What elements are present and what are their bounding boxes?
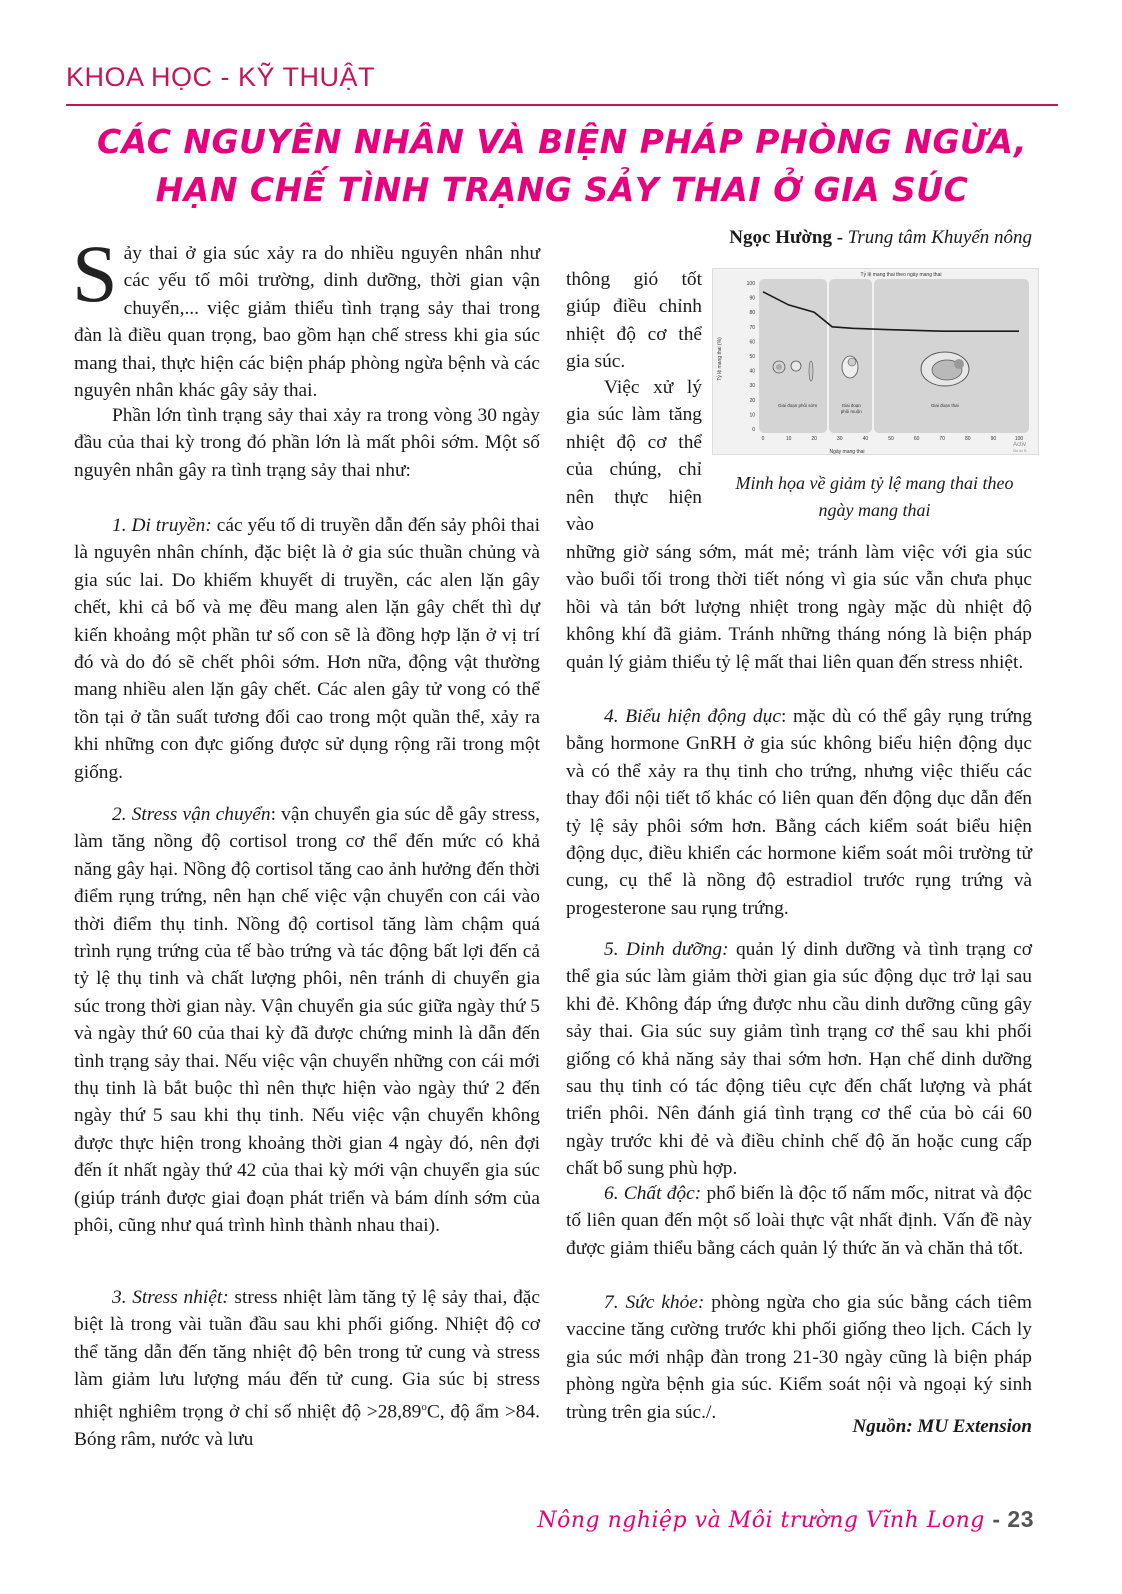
overlay-text-1: Activ — [1013, 442, 1027, 448]
title-line-2: HẠN CHẾ TÌNH TRẠNG SẢY THAI Ở GIA SÚC — [155, 170, 969, 209]
y-tick-label: 30 — [749, 383, 755, 390]
figure-caption — [712, 470, 1037, 524]
x-tick-label: 70 — [939, 436, 945, 442]
chart-x-label: Ngày mang thai — [829, 449, 865, 454]
phase-label: phôi muộn — [840, 409, 862, 414]
caption-line-2: ngày mang thai — [818, 500, 931, 520]
handling-continuation: những giờ sáng sớm, mát mẻ; tránh làm việc với gia súc vào buổi tối trong thời tiết nóng vì gia súc vẫn chưa phục hồi và tản bớt lượng nhiệt trong ngày mặc dù nhiệt độ không khí đã giảm. Tránh những tháng nóng là biện pháp quản lý giảm thiểu tỷ lệ mất thai liên quan đến stress nhiệt. — [566, 542, 1032, 673]
magazine-name: Nông nghiệp và Môi trường Vĩnh Long — [537, 1508, 985, 1533]
y-tick-label: 0 — [752, 427, 755, 433]
x-tick-label: 50 — [888, 436, 894, 442]
heat-continuation: thông gió tốt giúp điều chỉnh nhiệt độ cơ thể gia súc. — [566, 269, 702, 373]
section-nutrition-heading: 5. Dinh dưỡng: — [604, 939, 729, 960]
y-tick-label: 40 — [749, 368, 755, 375]
page-footer — [494, 1506, 1034, 1533]
header-rule — [66, 104, 1058, 106]
y-tick-label: 70 — [749, 324, 755, 331]
chart-title: Tỷ lệ mang thai theo ngày mang thai — [860, 272, 942, 278]
caption-line-1: Minh họa về giảm tỷ lệ mang thai theo — [735, 473, 1014, 493]
section-transport-heading: 2. Stress vận chuyển — [112, 804, 271, 825]
title-line-1: CÁC NGUYÊN NHÂN VÀ BIỆN PHÁP PHÒNG NGỪA, — [96, 122, 1028, 161]
y-tick-label: 80 — [749, 310, 755, 317]
phase-panel-early — [759, 279, 827, 433]
overlay-text-2: Go to S — [1013, 448, 1027, 453]
x-tick-label: 30 — [837, 436, 843, 442]
section-toxins: 6. Chất độc: phổ biến là độc tố nấm mốc, nitrat và độc tố liên quan đến một số loài thực vật nhất định. Vấn đề này được giảm thiểu bằng cách quản lý thức ăn và chăn thả tốt. — [566, 1183, 1033, 1259]
section-nutrition: 5. Dinh dưỡng: quản lý dinh dưỡng và tình trạng cơ thể gia súc làm giảm thời gian gia súc động dục trở lại sau khi đẻ. Không đáp ứng được nhu cầu dinh dưỡng cũng gây sảy thai. Gia súc suy giảm tình trạng cơ thể sau khi phối giống có khả năng sảy thai sớm hơn. Hạn chế dinh dưỡng sau thụ tinh có tác động tiêu cực đến chất lượng và phát triển phôi. Nên đánh giá tình trạng cơ thể của bò cái 60 ngày trước khi đẻ và điều chỉnh chế độ ăn hoặc cung cấp chất bổ sung phù hợp. — [566, 939, 1032, 1180]
section-genetics: 1. Di truyền: các yếu tố di truyền dẫn đến sảy phôi thai là nguyên nhân chính, đặc biệt là ở gia súc thuần chủng và gia súc lai. Do khiếm khuyết di truyền, các alen lặn gây chết, khi cả bố và mẹ đều mang alen lặn gây chết thì dự kiến khoảng một phần tư số con sẽ là đồng hợp lặn ở vị trí đó và do đó sẽ chết phôi sớm. Hơn nữa, động vật thường mang nhiều alen lặn gây chết. Các alen gây tử vong có thể tồn tại ở tần suất tương đối cao trong một quần thể, xảy ra khi những con đực giống được sử dụng rộng rãi trong một giống. — [74, 515, 541, 783]
y-tick-label: 50 — [749, 354, 755, 360]
section-heat-heading: 3. Stress nhiệt: — [112, 1287, 229, 1308]
section-transport-stress: 2. Stress vận chuyển: vận chuyển gia súc dễ gây stress, làm tăng nồng độ cortisol trong cơ thể đến mức có khả năng gây hại. Nồng độ cortisol tăng cao ảnh hưởng đến thời điểm rụng trứng, nên hạn chế việc vận chuyển con cái vào thời điểm thụ tinh. Nồng độ cortisol tăng làm chậm quá trình rụng trứng của tế bào trứng và tác động bất lợi đến cả tỷ lệ thụ tinh và chất lượng phôi, nên tránh di chuyển gia súc trong thời gian này. Vận chuyển gia súc giữa ngày thứ 5 và ngày thứ 60 của thai kỳ đã được chứng minh là dẫn đến tình trạng sảy thai. Nếu việc vận chuyển những con cái mới thụ tinh là bắt buộc thì nên thực hiện vào ngày thứ 2 đến ngày thứ 5 sau khi thụ tinh. Nếu việc vận chuyển không được thực hiện trong khoảng thời gian 4 ngày đó, nên đợi đến ít nhất ngày thứ 42 của thai kỳ mới vận chuyển gia súc (giúp tránh được giai đoạn phát triển và bám dính sớm của phôi, cũng như quá trình hình thành nhau thai). — [74, 804, 540, 1237]
x-tick-label: 10 — [785, 436, 792, 442]
byline — [640, 227, 1032, 249]
page-number: - 23 — [992, 1506, 1034, 1532]
section-genetics-heading: 1. Di truyền: — [112, 515, 212, 536]
section-heat-stress: 3. Stress nhiệt: stress nhiệt làm tăng tỷ lệ sảy thai, đặc biệt là trong vài tuần đầu sau khi phối giống. Nhiệt độ cơ thể tăng dẫn đến tăng nhiệt độ bên trong tử cung và stress làm giảm lưu lượng máu đến tử cung. Gia súc bị stress nhiệt nghiêm trọng ở chỉ số nhiệt độ $>28,89^oC$, độ ẩm >84. Bóng râm, nước và lưu — [74, 1287, 541, 1450]
y-tick-label: 20 — [749, 397, 755, 404]
source-credit: Nguồn: MU Extension — [852, 1416, 1032, 1437]
y-tick-label: 10 — [749, 412, 755, 419]
drop-cap: S — [72, 228, 118, 319]
phase-label: Giai đoạn — [841, 403, 861, 408]
x-tick-label: 90 — [990, 436, 997, 442]
x-tick-label: 0 — [761, 436, 765, 442]
pregnancy-rate-figure — [712, 268, 1039, 455]
section-health-heading: 7. Sức khỏe: — [604, 1292, 705, 1313]
handling-paragraph: Việc xử lý gia súc làm tăng nhiệt độ cơ thể của chúng, chỉ nên thực hiện vào — [566, 377, 702, 536]
y-tick-label: 60 — [749, 339, 755, 346]
paragraph-overview: Phần lớn tình trạng sảy thai xảy ra trong vòng 30 ngày đầu của thai kỳ trong đó phần lớn là mất phôi sớm. Một số nguyên nhân gây ra tình trạng sảy thai như: — [74, 405, 540, 481]
phase-label: Giai đoạn thai — [930, 403, 959, 408]
article-title — [66, 118, 1058, 214]
x-tick-label: 80 — [965, 436, 971, 442]
phase-label: Giai đoạn phôi sớm — [777, 403, 818, 408]
y-tick-label: 90 — [749, 295, 755, 302]
chart-y-label: Tỷ lệ mang thai (%) — [717, 337, 723, 381]
y-tick-label: 100 — [746, 281, 755, 287]
section-estrus: 4. Biểu hiện động dục: mặc dù có thể gây rụng trứng bằng hormone GnRH ở gia súc không biểu hiện động dục và có thể xảy ra thụ tinh cho trứng, nhưng việc thiếu các thay đổi nội tiết tố khác có liên quan đến động dục dẫn đến tỷ lệ sảy phôi sớm hơn. Bằng cách kiểm soát biểu hiện động dục, điều khiển các hormone kiểm soát môi trường tử cung, cụ thể là nồng độ estradiol trước rụng trứng và progesterone sau rụng trứng. — [566, 706, 1032, 919]
section-estrus-heading: 4. Biểu hiện động dục — [604, 706, 781, 727]
x-tick-label: 40 — [862, 436, 869, 442]
x-tick-label: 20 — [811, 436, 817, 442]
x-tick-label: 60 — [913, 436, 920, 442]
author-name: Ngọc Hường - — [729, 227, 848, 248]
fetus-illustration — [921, 352, 969, 386]
author-affiliation: Trung tâm Khuyến nông — [847, 227, 1032, 248]
section-health: 7. Sức khỏe: phòng ngừa cho gia súc bằng cách tiêm vaccine tăng cường trước khi phối giống theo lịch. Cách ly gia súc mới nhập đàn trong 21-30 ngày cũng là biện pháp phòng ngừa bệnh gia súc. Kiểm soát nội và ngoại ký sinh trùng trên gia súc./. — [566, 1292, 1032, 1423]
x-tick-label: 100 — [1014, 436, 1024, 442]
section-toxins-heading: 6. Chất độc: — [604, 1183, 702, 1204]
embryo-illustration-late — [842, 356, 858, 378]
pregnancy-rate-chart — [713, 269, 1038, 454]
section-label: KHOA HỌC - KỸ THUẬT — [66, 62, 376, 92]
intro-paragraph: Sảy thai ở gia súc xảy ra do nhiều nguyên nhân như các yếu tố môi trường, dinh dưỡng, thời gian vận chuyển,... việc giảm thiểu tình trạng sảy thai trong đàn là điều quan trọng, bao gồm hạn chế stress khi gia súc mang thai, thực hiện các biện pháp phòng ngừa bệnh và các nguyên nhân khác gây sảy thai. — [72, 228, 540, 402]
